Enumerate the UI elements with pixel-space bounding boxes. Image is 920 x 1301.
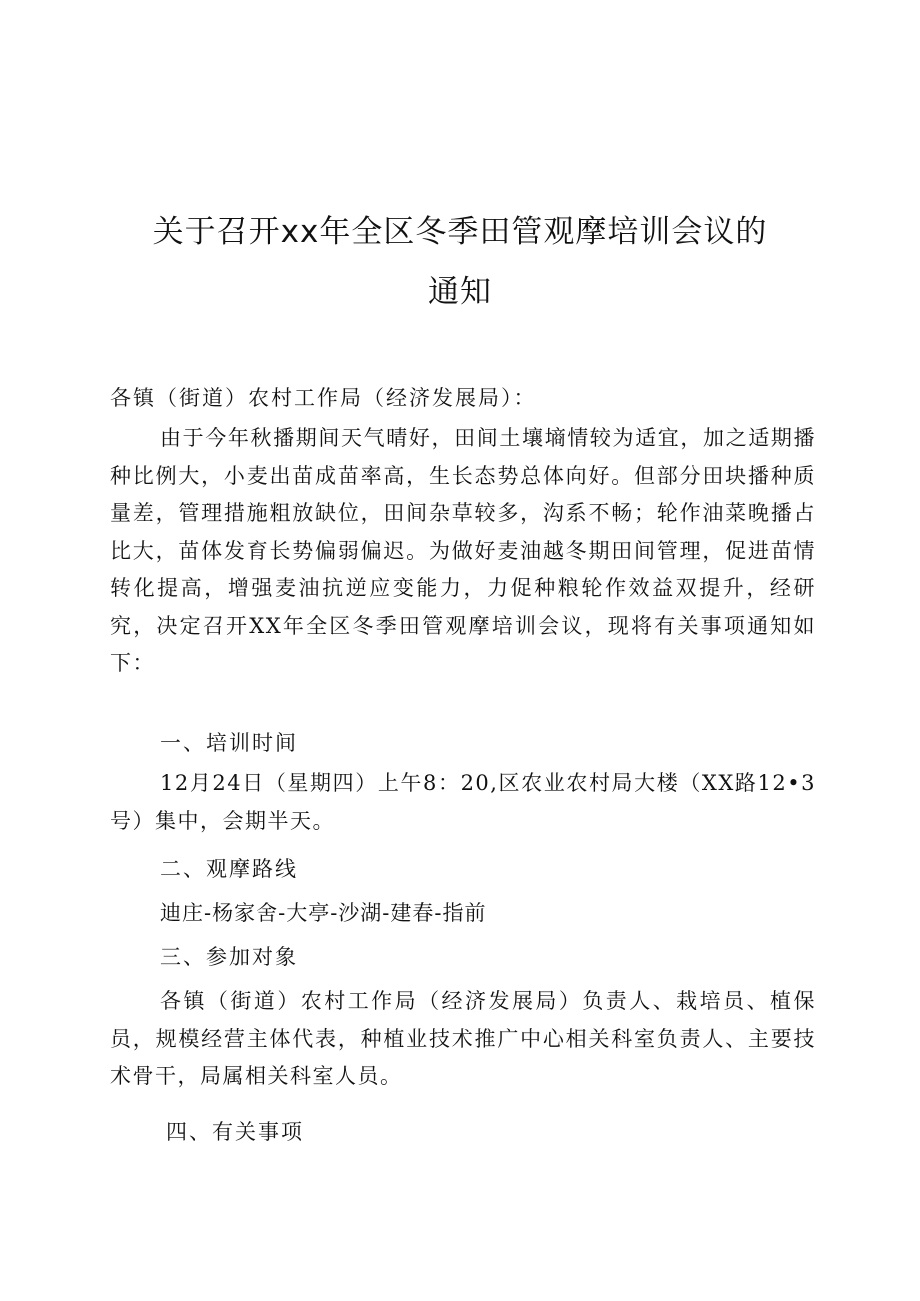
section-text-participants: 各镇（街道）农村工作局（经济发展局）负责人、栽培员、植保员，规模经营主体代表，种植业技术推广中心相关科室负责人、主要技术骨干，局属相关科室人员。 — [110, 989, 816, 1088]
document-title-line1: 关于召开xx年全区冬季田管观摩培训会议的 — [152, 214, 768, 250]
salutation: 各镇（街道）农村工作局（经济发展局）： — [110, 386, 537, 410]
section-heading-route: 二、观摩路线 — [160, 857, 298, 881]
section-heading-training-time: 一、培训时间 — [160, 731, 298, 755]
intro-paragraph: 由于今年秋播期间天气晴好，田间土壤墒情较为适宜，加之适期播种比例大，小麦出苗成苗率高，生长态势总体向好。但部分田块播种质量差，管理措施粗放缺位，田间杂草较多，沟系不畅；轮作油菜晚播占比大，苗体发育长势偏弱偏迟。为做好麦油越冬期田间管理，促进苗情转化提高，增强麦油抗逆应变能力，力促种粮轮作效益双提升，经研究，决定召开XX年全区冬季田管观摩培训会议，现将有关事项通知如下： — [110, 426, 816, 675]
document-title-line2: 通知 — [428, 274, 492, 310]
section-text-training-time: 12月24日（星期四）上午8：20,区农业农村局大楼（XX路12•3号）集中，会期半天。 — [110, 771, 816, 833]
section-heading-participants: 三、参加对象 — [160, 945, 298, 969]
section-heading-related-matters: 四、有关事项 — [166, 1120, 304, 1144]
section-text-route: 迪庄-杨家舍-大亭-沙湖-建春-指前 — [160, 901, 487, 925]
